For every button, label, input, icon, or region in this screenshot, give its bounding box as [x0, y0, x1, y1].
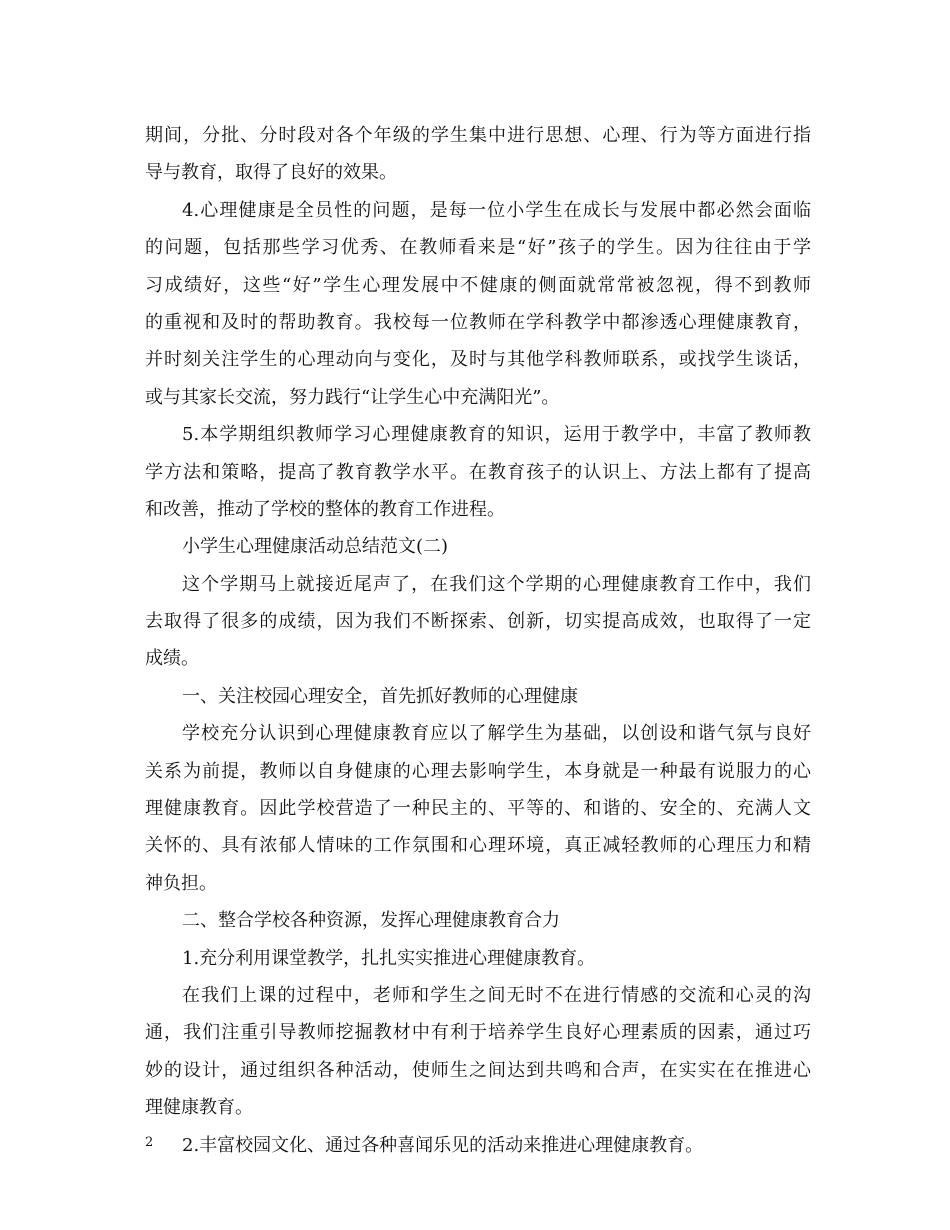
text-line: 在我们上课的过程中，老师和学生之间无时不在进行情感的交流和心灵的沟 — [182, 984, 811, 1006]
text-line: 一、关注校园心理安全，首先抓好教师的心理健康 — [182, 685, 578, 707]
text-line: 的问题，包括那些学习优秀、在教师看来是“好”孩子的学生。因为往往由于学 — [145, 237, 811, 259]
text-line: 成绩。 — [145, 648, 199, 670]
text-line: 妙的设计，通过组织各种活动，使师生之间达到共鸣和合声，在实实在在推进心 — [145, 1059, 811, 1081]
text-line: 或与其家长交流，努力践行“让学生心中充满阳光”。 — [145, 386, 560, 408]
text-line: 学校充分认识到心理健康教育应以了解学生为基础，以创设和谐气氛与良好 — [182, 723, 811, 745]
text-line: 的重视和及时的帮助教育。我校每一位教师在学科教学中都渗透心理健康教育， — [145, 311, 811, 333]
text-line: 2.丰富校园文化、通过各种喜闻乐见的活动来推进心理健康教育。 — [182, 1134, 704, 1156]
text-line: 1.充分利用课堂教学，扎扎实实推进心理健康教育。 — [182, 947, 596, 969]
text-line: 和改善，推动了学校的整体的教育工作进程。 — [145, 498, 505, 520]
text-line: 这个学期马上就接近尾声了，在我们这个学期的心理健康教育工作中，我们 — [182, 573, 811, 595]
text-line: 并时刻关注学生的心理动向与变化，及时与其他学科教师联系，或找学生谈话， — [145, 349, 811, 371]
paragraph — [145, 715, 811, 902]
paragraph — [145, 977, 811, 1127]
text-line: 5.本学期组织教师学习心理健康教育的知识，运用于教学中，丰富了教师教 — [182, 424, 811, 446]
paragraph — [145, 902, 811, 939]
text-line: 习成绩好，这些“好”学生心理发展中不健康的侧面就常常被忽视，得不到教师 — [145, 274, 811, 296]
text-line: 关系为前提，教师以自身健康的心理去影响学生，本身就是一种最有说服力的心 — [145, 760, 811, 782]
paragraph — [145, 117, 811, 192]
text-line: 二、整合学校各种资源，发挥心理健康教育合力 — [182, 910, 560, 932]
text-line: 关怀的、具有浓郁人情味的工作氛围和心理环境，真正减轻教师的心理压力和精 — [145, 835, 811, 857]
text-line: 去取得了很多的成绩，因为我们不断探索、创新，切实提高成效，也取得了一定 — [145, 611, 811, 633]
text-line: 导与教育，取得了良好的效果。 — [145, 162, 397, 184]
paragraph — [145, 416, 811, 528]
text-line: 通，我们注重引导教师挖掘教材中有利于培养学生良好心理素质的因素，通过巧 — [145, 1022, 811, 1044]
paragraph — [145, 940, 811, 977]
text-line: 小学生心理健康活动总结范文(二) — [182, 536, 449, 558]
paragraph — [145, 192, 811, 416]
page-number: 2 — [145, 1135, 154, 1150]
paragraph — [145, 566, 811, 678]
text-line: 期间，分批、分时段对各个年级的学生集中进行思想、心理、行为等方面进行指 — [145, 125, 811, 146]
text-line: 理健康教育。 — [145, 1097, 253, 1119]
text-line: 学方法和策略，提高了教育教学水平。在教育孩子的认识上、方法上都有了提高 — [145, 461, 811, 483]
text-line: 神负担。 — [145, 872, 217, 894]
text-line: 理健康教育。因此学校营造了一种民主的、平等的、和谐的、安全的、充满人文 — [145, 798, 811, 820]
text-line: 4.心理健康是全员性的问题，是每一位小学生在成长与发展中都必然会面临 — [182, 199, 811, 221]
paragraph — [145, 528, 811, 565]
paragraph — [145, 1127, 811, 1164]
document-body — [145, 117, 811, 1164]
paragraph — [145, 678, 811, 715]
